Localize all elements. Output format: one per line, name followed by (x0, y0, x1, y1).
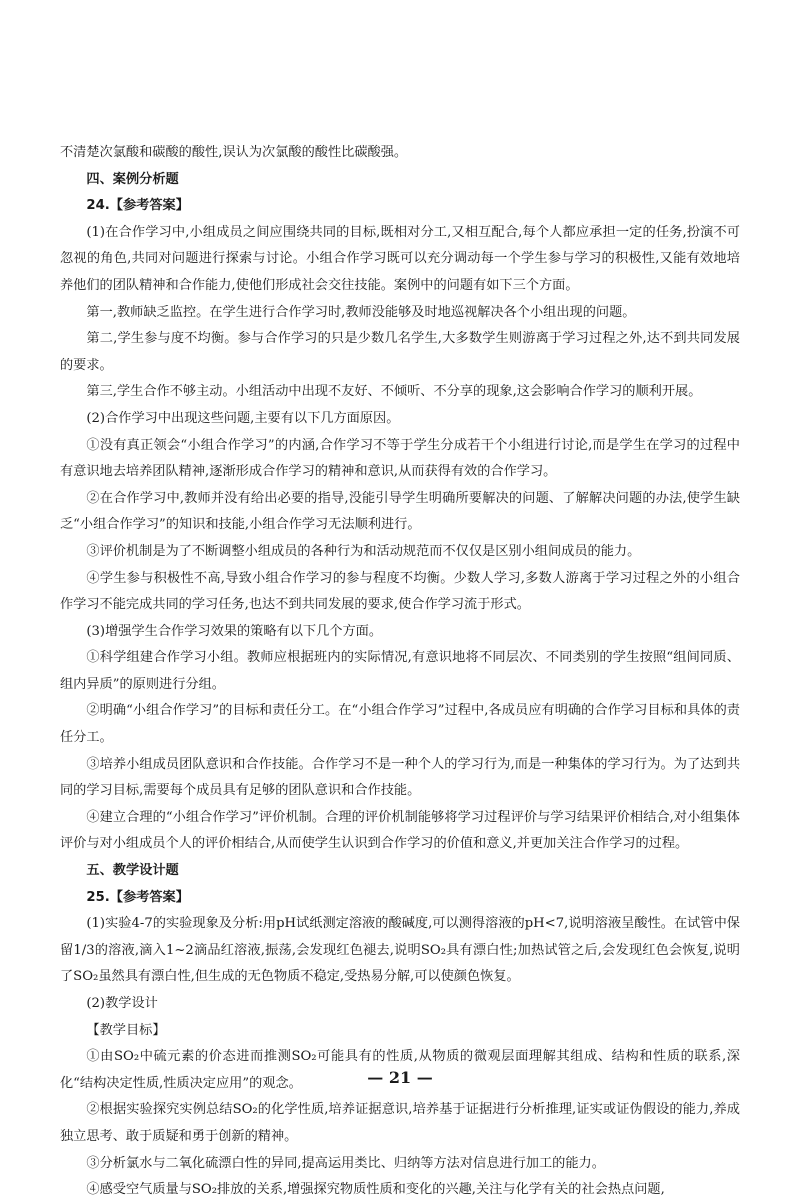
answer-heading: 25.【参考答案】 (86, 889, 189, 905)
paragraph: ②根据实验探究实例总结SO₂的化学性质,培养证据意识,培养基于证据进行分析推理,证实或证伪假设的能力,养成独立思考、敢于质疑和勇于创新的精神。 (60, 1102, 740, 1144)
paragraph: ①由SO₂中硫元素的价态进而推测SO₂可能具有的性质,从物质的微观层面理解其组成、结构和性质的联系,深化“结构决定性质,性质决定应用”的观念。 (60, 1049, 740, 1091)
paragraph: (1)实验4-7的实验现象及分析:用pH试纸测定溶液的酸碱度,可以测得溶液的pH<7,说明溶液呈酸性。在试管中保留1/3的溶液,滴入1~2滴品红溶液,振荡,会发现红色褪去,说明SO₂具有漂白性;加热试管之后,会发现红色会恢复,说明了SO₂虽然具有漂白性,但生成的无色物质不稳定,受热易分解,可以使颜色恢复。 (60, 916, 740, 985)
section-heading: 四、案例分析题 (86, 171, 179, 187)
paragraph: ③评价机制是为了不断调整小组成员的各种行为和活动规范而不仅仅是区别小组间成员的能力。 (86, 543, 641, 559)
paragraph: ①没有真正领会“小组合作学习”的内涵,合作学习不等于学生分成若干个小组进行讨论,而是学生在学习的过程中有意识地去培养团队精神,逐渐形成合作学习的精神和意识,从而获得有效的合作学习。 (60, 437, 740, 480)
paragraph: ①科学组建合作学习小组。教师应根据班内的实际情况,有意识地将不同层次、不同类别的学生按照“组间同质、组内异质”的原则进行分组。 (60, 650, 740, 692)
paragraph: 第二,学生参与度不均衡。参与合作学习的只是少数几名学生,大多数学生则游离于学习过程之外,达不到共同发展的要求。 (60, 331, 740, 373)
paragraph: ④学生参与积极性不高,导致小组合作学习的参与程度不均衡。少数人学习,多数人游离于学习过程之外的小组合作学习不能完成共同的学习任务,也达不到共同发展的要求,使合作学习流于形式。 (60, 570, 740, 613)
paragraph: 【教学目标】 (86, 1022, 166, 1038)
paragraph: ④建立合理的“小组合作学习”评价机制。合理的评价机制能够将学习过程评价与学习结果评价相结合,对小组集体评价与对小组成员个人的评价相结合,从而使学生认识到合作学习的价值和意义,并更加关注合作学习的过程。 (60, 809, 740, 852)
paragraph: (3)增强学生合作学习效果的策略有以下几个方面。 (86, 623, 383, 639)
paragraph: ③培养小组成员团队意识和合作技能。合作学习不是一种个人的学习行为,而是一种集体的学习行为。为了达到共同的学习目标,需要每个成员具有足够的团队意识和合作技能。 (60, 756, 740, 799)
paragraph: 第三,学生合作不够主动。小组活动中出现不友好、不倾听、不分享的现象,这会影响合作学习的顺利开展。 (86, 384, 702, 400)
section-heading: 五、教学设计题 (86, 863, 179, 879)
paragraph: 不清楚次氯酸和碳酸的酸性,误认为次氯酸的酸性比碳酸强。 (60, 145, 408, 160)
paragraph: 第一,教师缺乏监控。在学生进行合作学习时,教师没能够及时地巡视解决各个小组出现的问题。 (86, 304, 636, 320)
paragraph: (2)合作学习中出现这些问题,主要有以下几方面原因。 (86, 410, 400, 426)
answer-heading: 24.【参考答案】 (86, 198, 189, 214)
page-number: — 21 — (367, 1068, 433, 1087)
paragraph: ②明确“小组合作学习”的目标和责任分工。在“小组合作学习”过程中,各成员应有明确的合作学习目标和具体的责任分工。 (60, 703, 740, 746)
paragraph: ④感受空气质量与SO₂排放的关系,增强探究物质性质和变化的兴趣,关注与化学有关的社会热点问题, (86, 1182, 665, 1198)
paragraph: (1)在合作学习中,小组成员之间应围绕共同的目标,既相对分工,又相互配合,每个人都应承担一定的任务,扮演不可忽视的角色,共同对问题进行探索与讨论。小组合作学习既可以充分调动每一个学生参与学习的积极性,又能有效地培养他们的团队精神和合作能力,使他们形成社会交往技能。案例中的问题有如下三个方面。 (60, 224, 740, 293)
page-body (60, 140, 740, 1204)
paragraph: ②在合作学习中,教师并没有给出必要的指导,没能引导学生明确所要解决的问题、了解解决问题的办法,使学生缺乏“小组合作学习”的知识和技能,小组合作学习无法顺利进行。 (60, 490, 740, 533)
paragraph: ③分析氯水与二氧化硫漂白性的异同,提高运用类比、归纳等方法对信息进行加工的能力。 (86, 1155, 605, 1171)
paragraph: (2)教学设计 (86, 996, 158, 1011)
